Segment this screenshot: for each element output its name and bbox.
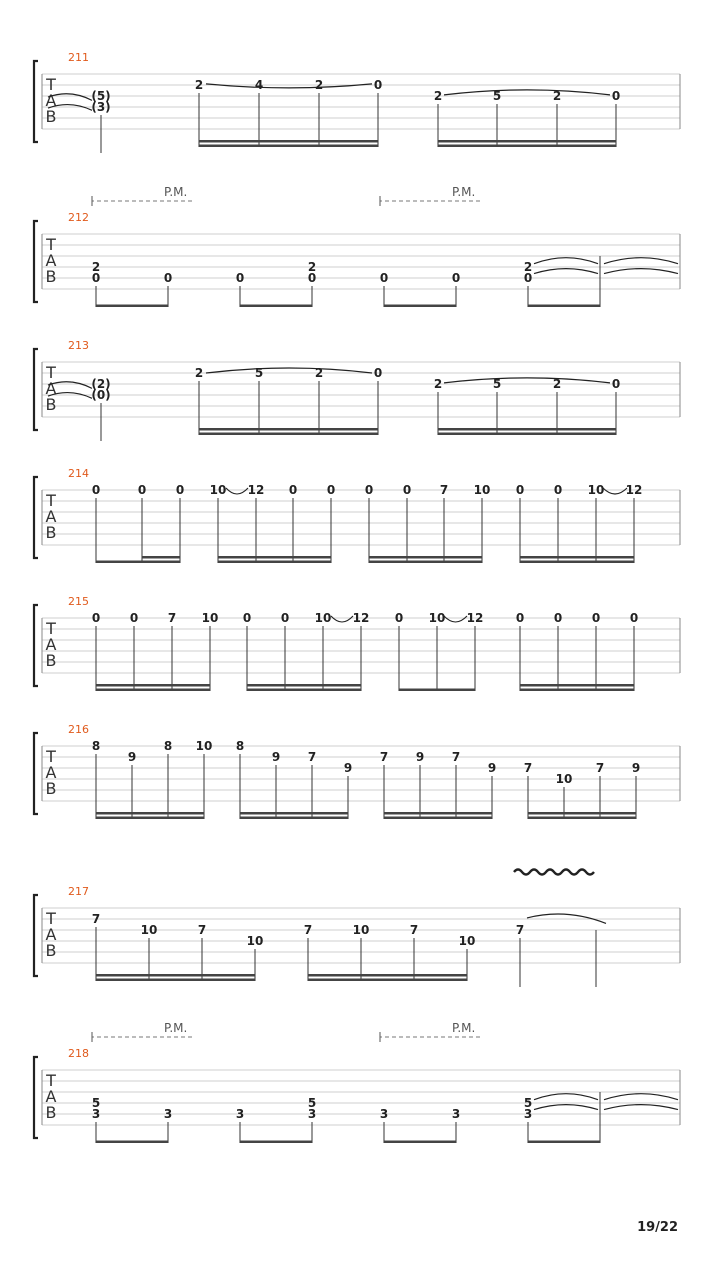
tie-slur: [444, 378, 610, 383]
tab-clef-letter: A: [45, 251, 57, 270]
beam: [384, 305, 456, 308]
beam-secondary: [168, 812, 204, 815]
beam-secondary: [361, 974, 414, 977]
tab-clef-letter: T: [46, 909, 56, 928]
system-brace: [34, 605, 38, 686]
beam: [308, 979, 467, 982]
beam-secondary: [438, 428, 497, 431]
fret-number: 0: [307, 271, 317, 285]
beam-secondary: [438, 140, 497, 143]
tab-clef-letter: A: [45, 635, 57, 654]
fret-number: 2: [194, 366, 204, 380]
measure-number: 214: [68, 467, 89, 480]
tab-clef-letter: A: [45, 763, 57, 782]
beam: [438, 433, 616, 436]
beam: [520, 689, 634, 692]
fret-number: 5: [492, 89, 502, 103]
tab-clef-letter: A: [45, 379, 57, 398]
fret-number: 3: [379, 1107, 389, 1121]
fret-number: 0: [242, 611, 252, 625]
tab-clef-letter: T: [46, 1071, 56, 1090]
fret-number: 10: [140, 923, 158, 937]
fret-number: 3: [163, 1107, 173, 1121]
tie-slur: [604, 258, 678, 264]
fret-number: 0: [379, 271, 389, 285]
tab-clef-letter: B: [45, 107, 57, 126]
beam: [96, 1141, 168, 1144]
beam: [399, 689, 475, 692]
fret-number: 8: [235, 739, 245, 753]
fret-number: 0: [591, 611, 601, 625]
beam: [218, 561, 331, 564]
system-brace: [34, 221, 38, 302]
fret-number: 0: [553, 483, 563, 497]
system-brace: [34, 477, 38, 558]
beam-secondary: [600, 812, 636, 815]
fret-number: 7: [439, 483, 449, 497]
beam-secondary: [319, 140, 378, 143]
tab-clef-letter: A: [45, 1087, 57, 1106]
fret-number: 2: [552, 89, 562, 103]
beam-secondary: [407, 556, 444, 559]
tab-clef-letter: T: [46, 491, 56, 510]
beam: [528, 1141, 600, 1144]
beam: [247, 689, 361, 692]
tie-slur: [534, 269, 598, 274]
tie-slur: [206, 368, 372, 373]
tab-clef-letter: B: [45, 651, 57, 670]
tab-system: [34, 51, 680, 153]
tie-slur: [444, 90, 610, 95]
beam: [384, 1141, 456, 1144]
fret-number: (0): [91, 388, 111, 402]
tab-system: [34, 339, 680, 441]
tie-slur: [534, 1094, 598, 1100]
fret-number: 0: [629, 611, 639, 625]
fret-number: 0: [611, 89, 621, 103]
beam: [96, 979, 255, 982]
fret-number: 9: [631, 761, 641, 775]
beam-secondary: [369, 556, 407, 559]
beam: [96, 689, 210, 692]
tab-system: [34, 467, 680, 563]
tie-slur: [534, 1105, 598, 1110]
fret-number: 10: [473, 483, 491, 497]
tab-system: [34, 595, 680, 691]
beam-secondary: [218, 556, 256, 559]
beam-secondary: [558, 684, 596, 687]
beam-secondary: [557, 140, 616, 143]
measure-number: 216: [68, 723, 89, 736]
fret-number: 3: [235, 1107, 245, 1121]
fret-number: 3: [307, 1107, 317, 1121]
measure-number: 218: [68, 1047, 89, 1060]
tab-clef-letter: B: [45, 779, 57, 798]
fret-number: 3: [523, 1107, 533, 1121]
fret-number: 10: [458, 934, 476, 948]
fret-number: 12: [466, 611, 484, 625]
fret-number: 10: [201, 611, 219, 625]
fret-number: 0: [163, 271, 173, 285]
fret-number: 2: [523, 260, 533, 274]
beam-secondary: [240, 812, 276, 815]
tab-system: [34, 723, 680, 819]
beam-secondary: [285, 684, 323, 687]
fret-number: 0: [129, 611, 139, 625]
fret-number: 0: [91, 483, 101, 497]
beam: [199, 145, 378, 148]
beam-secondary: [134, 684, 172, 687]
fret-number: 5: [492, 377, 502, 391]
fret-number: 10: [428, 611, 446, 625]
fret-number: 2: [314, 366, 324, 380]
fret-number: 5: [254, 366, 264, 380]
beam: [384, 817, 492, 820]
fret-number: 0: [175, 483, 185, 497]
beam-secondary: [256, 556, 293, 559]
beam-secondary: [199, 428, 259, 431]
tab-clef-letter: B: [45, 523, 57, 542]
beam-secondary: [420, 812, 456, 815]
fret-number: 5: [523, 1096, 533, 1110]
fret-number: (2): [91, 377, 111, 391]
fret-number: 2: [433, 377, 443, 391]
tab-system: [34, 1021, 680, 1143]
fret-number: 12: [625, 483, 643, 497]
beam-secondary: [414, 974, 467, 977]
beam-secondary: [497, 140, 557, 143]
tie-slur: [534, 258, 598, 264]
tab-clef-letter: A: [45, 507, 57, 526]
fret-number: 7: [303, 923, 313, 937]
fret-number: 0: [91, 611, 101, 625]
beam-secondary: [247, 684, 285, 687]
slide-slur: [444, 616, 467, 622]
palm-mute-label: P.M.: [164, 1021, 188, 1035]
beam-secondary: [293, 556, 331, 559]
fret-number: 0: [288, 483, 298, 497]
tie-slur: [604, 269, 678, 274]
fret-number: 7: [91, 912, 101, 926]
fret-number: 10: [314, 611, 332, 625]
beam: [96, 561, 180, 564]
page-number: 19/22: [637, 1220, 678, 1235]
beam-secondary: [96, 684, 134, 687]
beam-secondary: [596, 684, 634, 687]
fret-number: 5: [307, 1096, 317, 1110]
beam-secondary: [497, 428, 557, 431]
beam-secondary: [444, 556, 482, 559]
tab-clef-letter: B: [45, 267, 57, 286]
system-brace: [34, 895, 38, 976]
fret-number: 4: [254, 78, 264, 92]
fret-number: 10: [246, 934, 264, 948]
fret-number: 0: [235, 271, 245, 285]
beam-secondary: [149, 974, 202, 977]
fret-number: 0: [523, 271, 533, 285]
beam-secondary: [202, 974, 255, 977]
measure-number: 215: [68, 595, 89, 608]
tab-clef-letter: T: [46, 619, 56, 638]
beam: [528, 817, 636, 820]
fret-number: 9: [487, 761, 497, 775]
fret-number: 0: [553, 611, 563, 625]
beam-secondary: [323, 684, 361, 687]
fret-number: 12: [247, 483, 265, 497]
fret-number: 9: [271, 750, 281, 764]
tab-clef-letter: B: [45, 395, 57, 414]
tab-clef-letter: B: [45, 941, 57, 960]
fret-number: 10: [587, 483, 605, 497]
beam: [528, 305, 600, 308]
beam-secondary: [259, 428, 319, 431]
beam: [199, 433, 378, 436]
tab-system: [34, 870, 680, 988]
fret-number: 7: [409, 923, 419, 937]
fret-number: 7: [523, 761, 533, 775]
fret-number: 9: [343, 761, 353, 775]
beam-secondary: [172, 684, 210, 687]
fret-number: 2: [552, 377, 562, 391]
beam-secondary: [558, 556, 596, 559]
tab-clef-letter: T: [46, 235, 56, 254]
measure-number: 212: [68, 211, 89, 224]
fret-number: 2: [91, 260, 101, 274]
tab-clef-letter: A: [45, 925, 57, 944]
beam-secondary: [564, 812, 600, 815]
fret-number: 7: [451, 750, 461, 764]
fret-number: 10: [352, 923, 370, 937]
measure-number: 211: [68, 51, 89, 64]
fret-number: (5): [91, 89, 111, 103]
measure-number: 217: [68, 885, 89, 898]
fret-number: 0: [364, 483, 374, 497]
fret-number: 8: [163, 739, 173, 753]
tab-clef-letter: T: [46, 363, 56, 382]
beam-secondary: [142, 556, 180, 559]
measure-number: 213: [68, 339, 89, 352]
slide-slur: [603, 488, 627, 494]
fret-number: 7: [515, 923, 525, 937]
fret-number: 2: [194, 78, 204, 92]
fret-number: 0: [611, 377, 621, 391]
fret-number: 7: [595, 761, 605, 775]
fret-number: 7: [197, 923, 207, 937]
beam-secondary: [96, 974, 149, 977]
fret-number: 0: [402, 483, 412, 497]
fret-number: 2: [433, 89, 443, 103]
beam-secondary: [259, 140, 319, 143]
fret-number: 0: [91, 271, 101, 285]
fret-number: 0: [137, 483, 147, 497]
fret-number: 7: [307, 750, 317, 764]
fret-number: 3: [91, 1107, 101, 1121]
tie-slur: [604, 1094, 678, 1100]
fret-number: 8: [91, 739, 101, 753]
fret-number: 5: [91, 1096, 101, 1110]
tab-clef-letter: B: [45, 1103, 57, 1122]
beam: [240, 1141, 312, 1144]
fret-number: 3: [451, 1107, 461, 1121]
beam-secondary: [520, 684, 558, 687]
tie-slur: [604, 1105, 678, 1110]
fret-number: 0: [280, 611, 290, 625]
beam: [96, 305, 168, 308]
fret-number: 2: [314, 78, 324, 92]
beam-secondary: [276, 812, 312, 815]
tab-clef-letter: T: [46, 75, 56, 94]
beam-secondary: [312, 812, 348, 815]
system-brace: [34, 1057, 38, 1138]
beam: [96, 817, 204, 820]
beam-secondary: [384, 812, 420, 815]
beam-secondary: [319, 428, 378, 431]
fret-number: (3): [91, 100, 111, 114]
fret-number: 10: [195, 739, 213, 753]
beam-secondary: [308, 974, 361, 977]
fret-number: 9: [415, 750, 425, 764]
tab-clef-letter: A: [45, 91, 57, 110]
beam: [369, 561, 482, 564]
beam: [240, 817, 348, 820]
fret-number: 10: [209, 483, 227, 497]
fret-number: 0: [451, 271, 461, 285]
fret-number: 7: [167, 611, 177, 625]
fret-number: 0: [515, 483, 525, 497]
fret-number: 0: [326, 483, 336, 497]
tab-system: [34, 185, 680, 307]
beam-secondary: [596, 556, 634, 559]
beam-secondary: [528, 812, 564, 815]
beam: [520, 561, 634, 564]
beam-secondary: [520, 556, 558, 559]
vibrato-mark: [514, 870, 594, 875]
beam: [240, 305, 312, 308]
beam-secondary: [199, 140, 259, 143]
beam-secondary: [96, 812, 132, 815]
fret-number: 12: [352, 611, 370, 625]
fret-number: 0: [394, 611, 404, 625]
slide-slur: [226, 488, 248, 494]
beam-secondary: [557, 428, 616, 431]
beam-secondary: [132, 812, 168, 815]
slide-slur: [331, 616, 353, 622]
fret-number: 7: [379, 750, 389, 764]
system-brace: [34, 733, 38, 814]
palm-mute-label: P.M.: [452, 185, 476, 199]
beam-secondary: [456, 812, 492, 815]
system-brace: [34, 349, 38, 430]
fret-number: 0: [373, 78, 383, 92]
system-brace: [34, 61, 38, 142]
palm-mute-label: P.M.: [452, 1021, 476, 1035]
fret-number: 0: [515, 611, 525, 625]
fret-number: 2: [307, 260, 317, 274]
beam: [438, 145, 616, 148]
fret-number: 0: [373, 366, 383, 380]
fret-number: 10: [555, 772, 573, 786]
palm-mute-label: P.M.: [164, 185, 188, 199]
fret-number: 9: [127, 750, 137, 764]
tab-clef-letter: T: [46, 747, 56, 766]
